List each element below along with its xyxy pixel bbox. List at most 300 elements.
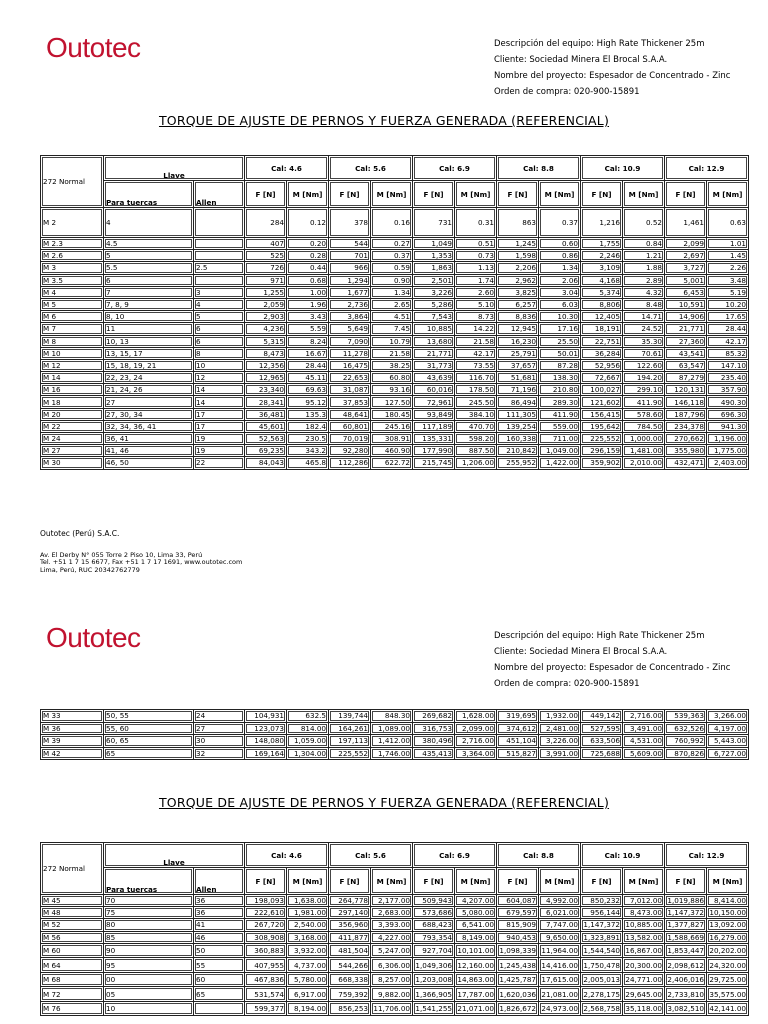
moment-header: M [Nm] — [371, 868, 413, 895]
cal-109-header: Cal: 10.9 — [581, 843, 665, 868]
moment-cell: 3,226.00 — [539, 735, 581, 748]
force-header: F [N] — [329, 868, 371, 895]
bolt-size-cell: M 76 — [41, 1001, 104, 1016]
norm-header: 272 Normal — [41, 156, 104, 208]
wrench-size-cell: 65 — [104, 747, 194, 760]
moment-cell: 5,609.00 — [623, 747, 665, 760]
cal-88-header: Cal: 8.8 — [497, 843, 581, 868]
moment-cell: 3,266.00 — [707, 710, 749, 723]
force-cell: 52,956 — [581, 359, 623, 371]
force-cell: 971 — [245, 274, 287, 286]
cal-69-header: Cal: 6.9 — [413, 156, 497, 181]
force-cell: 16,475 — [329, 359, 371, 371]
moment-cell: 696.30 — [707, 408, 749, 420]
bolt-size-cell: M 8 — [41, 335, 104, 347]
moment-cell: 87.28 — [539, 359, 581, 371]
moment-cell: 10.79 — [371, 335, 413, 347]
force-cell: 112,286 — [329, 457, 371, 469]
moment-cell: 470.70 — [455, 420, 497, 432]
table-row — [41, 747, 749, 760]
moment-cell: 6,541.00 — [455, 919, 497, 931]
moment-cell: 14,863.00 — [455, 972, 497, 987]
table-row — [41, 895, 749, 907]
force-cell: 544,266 — [329, 958, 371, 973]
para-tuercas-header: Para tuercas — [104, 181, 194, 208]
moment-cell: 1,059.00 — [287, 735, 329, 748]
table-row — [41, 943, 749, 958]
moment-cell: 9,882.00 — [371, 987, 413, 1002]
force-cell: 5,649 — [329, 323, 371, 335]
force-cell: 21,771 — [413, 347, 455, 359]
moment-cell: 8.48 — [623, 298, 665, 310]
project-name: Nombre del proyecto: Espesador de Concentrado - Zinc — [494, 663, 731, 673]
moment-cell: 1,000.00 — [623, 433, 665, 445]
force-cell: 856,253 — [329, 1001, 371, 1016]
moment-cell: 13,092.00 — [707, 919, 749, 931]
moment-cell: 2,683.00 — [371, 907, 413, 919]
force-cell: 726 — [245, 262, 287, 274]
force-cell: 1,294 — [329, 274, 371, 286]
bolt-size-cell: M 30 — [41, 457, 104, 469]
force-header: F [N] — [329, 181, 371, 208]
moment-cell: 35.30 — [623, 335, 665, 347]
force-cell: 210,842 — [497, 445, 539, 457]
moment-cell: 5.59 — [287, 323, 329, 335]
force-cell: 22,751 — [581, 335, 623, 347]
allen-size-cell: 19 — [194, 433, 245, 445]
moment-cell: 1.13 — [455, 262, 497, 274]
moment-cell: 11,706.00 — [371, 1001, 413, 1016]
force-cell: 296,159 — [581, 445, 623, 457]
bolt-size-cell: M 16 — [41, 384, 104, 396]
wrench-size-cell: 5.5 — [104, 262, 194, 274]
force-cell: 36,284 — [581, 347, 623, 359]
allen-size-cell: 55 — [194, 958, 245, 973]
moment-cell: 25.50 — [539, 335, 581, 347]
force-cell: 135,331 — [413, 433, 455, 445]
allen-size-cell: 14 — [194, 384, 245, 396]
moment-cell: 95.12 — [287, 396, 329, 408]
force-header: F [N] — [665, 868, 707, 895]
force-cell: 84,043 — [245, 457, 287, 469]
force-cell: 48,641 — [329, 408, 371, 420]
moment-cell: 21.58 — [371, 347, 413, 359]
moment-cell: 3.48 — [707, 274, 749, 286]
force-header: F [N] — [665, 181, 707, 208]
moment-cell: 0.86 — [539, 250, 581, 262]
force-cell: 604,087 — [497, 895, 539, 907]
allen-size-cell: 17 — [194, 420, 245, 432]
force-cell: 22,653 — [329, 372, 371, 384]
force-cell: 679,597 — [497, 907, 539, 919]
bolt-size-cell: M 27 — [41, 445, 104, 457]
moment-cell: 2,716.00 — [623, 710, 665, 723]
moment-cell: 0.63 — [707, 208, 749, 238]
bolt-size-cell: M 48 — [41, 907, 104, 919]
force-cell: 725,688 — [581, 747, 623, 760]
force-cell: 467,836 — [245, 972, 287, 987]
force-cell: 234,378 — [665, 420, 707, 432]
force-header: F [N] — [581, 181, 623, 208]
force-cell: 701 — [329, 250, 371, 262]
force-cell: 531,574 — [245, 987, 287, 1002]
force-cell: 156,415 — [581, 408, 623, 420]
moment-cell: 210.80 — [539, 384, 581, 396]
moment-cell: 8,473.00 — [623, 907, 665, 919]
moment-cell: 42.17 — [707, 335, 749, 347]
wrench-size-cell: 75 — [104, 907, 194, 919]
force-cell: 111,305 — [497, 408, 539, 420]
bolt-size-cell: M 18 — [41, 396, 104, 408]
moment-cell: 5,247.00 — [371, 943, 413, 958]
force-cell: 1,353 — [413, 250, 455, 262]
outotec-logo: Outotec — [46, 32, 141, 63]
moment-cell: 343.2 — [287, 445, 329, 457]
bolt-size-cell: M 60 — [41, 943, 104, 958]
bolt-size-cell: M 52 — [41, 919, 104, 931]
cal-46-header: Cal: 4.6 — [245, 843, 329, 868]
moment-cell: 4,197.00 — [707, 722, 749, 735]
table-row — [41, 420, 749, 432]
para-tuercas-header: Para tuercas — [104, 868, 194, 895]
page-title: TORQUE DE AJUSTE DE PERNOS Y FUERZA GENERADA (REFERENCIAL) — [158, 113, 610, 128]
company-contact: Tel. +51 1 7 15 6677, Fax +51 1 7 17 1691, www.outotec.com — [40, 558, 243, 566]
table-row — [41, 372, 749, 384]
moment-cell: 1.01 — [707, 238, 749, 250]
force-cell: 3,226 — [413, 286, 455, 298]
force-cell: 1,245,438 — [497, 958, 539, 973]
force-cell: 1,677 — [329, 286, 371, 298]
force-cell: 60,016 — [413, 384, 455, 396]
moment-cell: 8.73 — [455, 311, 497, 323]
moment-cell: 887.50 — [455, 445, 497, 457]
wrench-size-cell: 6 — [104, 274, 194, 286]
moment-cell: 21.58 — [455, 335, 497, 347]
moment-cell: 0.37 — [371, 250, 413, 262]
moment-cell: 17,787.00 — [455, 987, 497, 1002]
moment-cell: 5,443.00 — [707, 735, 749, 748]
force-cell: 8,473 — [245, 347, 287, 359]
force-header: F [N] — [413, 181, 455, 208]
bolt-size-cell: M 5 — [41, 298, 104, 310]
table-row — [41, 710, 749, 723]
norm-header: 272 Normal — [41, 843, 104, 895]
force-cell: 1,049,306 — [413, 958, 455, 973]
moment-cell: 24,771.00 — [623, 972, 665, 987]
table-row — [41, 408, 749, 420]
moment-cell: 411.90 — [539, 408, 581, 420]
moment-cell: 0.90 — [371, 274, 413, 286]
moment-header: M [Nm] — [707, 868, 749, 895]
force-cell: 12,945 — [497, 323, 539, 335]
moment-cell: 0.27 — [371, 238, 413, 250]
moment-cell: 1.34 — [371, 286, 413, 298]
force-cell: 1,098,339 — [497, 943, 539, 958]
table-row — [41, 286, 749, 298]
force-cell: 5,315 — [245, 335, 287, 347]
force-cell: 123,073 — [245, 722, 287, 735]
moment-cell: 182.4 — [287, 420, 329, 432]
moment-cell: 16.67 — [287, 347, 329, 359]
force-cell: 10,591 — [665, 298, 707, 310]
force-cell: 43,639 — [413, 372, 455, 384]
allen-size-cell: 5 — [194, 311, 245, 323]
force-cell: 2,962 — [497, 274, 539, 286]
force-cell: 2,406,016 — [665, 972, 707, 987]
force-cell: 1,147,372 — [665, 907, 707, 919]
force-cell: 966 — [329, 262, 371, 274]
wrench-size-cell: 15, 18, 19, 21 — [104, 359, 194, 371]
force-cell: 481,504 — [329, 943, 371, 958]
force-cell: 23,340 — [245, 384, 287, 396]
table-row — [41, 919, 749, 931]
moment-cell: 28.44 — [287, 359, 329, 371]
moment-cell: 8,149.00 — [455, 931, 497, 943]
force-cell: 380,496 — [413, 735, 455, 748]
force-cell: 1,049 — [413, 238, 455, 250]
wrench-size-cell: 11 — [104, 323, 194, 335]
force-cell: 815,909 — [497, 919, 539, 931]
wrench-size-cell: 00 — [104, 972, 194, 987]
force-cell: 1,147,372 — [581, 919, 623, 931]
moment-cell: 0.68 — [287, 274, 329, 286]
table-row — [41, 298, 749, 310]
moment-cell: 0.37 — [539, 208, 581, 238]
force-cell: 45,601 — [245, 420, 287, 432]
force-cell: 515,827 — [497, 747, 539, 760]
force-cell: 2,246 — [581, 250, 623, 262]
force-cell: 1,255 — [245, 286, 287, 298]
moment-cell: 1,206.00 — [455, 457, 497, 469]
moment-cell: 180.45 — [371, 408, 413, 420]
bolt-size-cell: M 4 — [41, 286, 104, 298]
force-cell: 359,902 — [581, 457, 623, 469]
allen-size-cell: 19 — [194, 445, 245, 457]
force-cell: 1,203,008 — [413, 972, 455, 987]
force-cell: 3,727 — [665, 262, 707, 274]
allen-size-cell: 32 — [194, 747, 245, 760]
table-row — [41, 735, 749, 748]
force-header: F [N] — [581, 868, 623, 895]
force-cell: 432,471 — [665, 457, 707, 469]
force-cell: 2,736 — [329, 298, 371, 310]
outotec-logo: Outotec — [46, 622, 141, 653]
wrench-size-cell: 36, 41 — [104, 433, 194, 445]
wrench-size-cell: 70 — [104, 895, 194, 907]
table-row — [41, 250, 749, 262]
moment-cell: 1,628.00 — [455, 710, 497, 723]
moment-cell: 1,981.00 — [287, 907, 329, 919]
force-cell: 86,494 — [497, 396, 539, 408]
moment-cell: 13,582.00 — [623, 931, 665, 943]
force-cell: 1,544,540 — [581, 943, 623, 958]
force-cell: 1,853,447 — [665, 943, 707, 958]
force-cell: 139,254 — [497, 420, 539, 432]
moment-cell: 3,393.00 — [371, 919, 413, 931]
moment-cell: 1,412.00 — [371, 735, 413, 748]
allen-size-cell: 41 — [194, 919, 245, 931]
allen-size-cell — [194, 1001, 245, 1016]
moment-cell: 5.19 — [707, 286, 749, 298]
force-cell: 70,019 — [329, 433, 371, 445]
moment-cell: 2,481.00 — [539, 722, 581, 735]
force-header: F [N] — [497, 181, 539, 208]
moment-cell: 245.16 — [371, 420, 413, 432]
force-cell: 6,453 — [665, 286, 707, 298]
force-cell: 146,118 — [665, 396, 707, 408]
moment-cell: 10,150.00 — [707, 907, 749, 919]
wrench-size-cell: 90 — [104, 943, 194, 958]
moment-cell: 14,416.00 — [539, 958, 581, 973]
moment-cell: 230.5 — [287, 433, 329, 445]
wrench-size-cell: 10 — [104, 1001, 194, 1016]
table-row — [41, 384, 749, 396]
moment-header: M [Nm] — [371, 181, 413, 208]
allen-size-cell: 4 — [194, 298, 245, 310]
moment-cell: 4,227.00 — [371, 931, 413, 943]
force-cell: 197,113 — [329, 735, 371, 748]
moment-cell: 11,964.00 — [539, 943, 581, 958]
bolt-size-cell: M 56 — [41, 931, 104, 943]
wrench-size-cell: 22, 23, 24 — [104, 372, 194, 384]
force-cell: 360,883 — [245, 943, 287, 958]
force-cell: 12,356 — [245, 359, 287, 371]
moment-cell: 0.20 — [287, 238, 329, 250]
bolt-size-cell: M 2.6 — [41, 250, 104, 262]
force-cell: 31,087 — [329, 384, 371, 396]
allen-size-cell: 6 — [194, 323, 245, 335]
force-cell: 11,278 — [329, 347, 371, 359]
moment-cell: 1,638.00 — [287, 895, 329, 907]
force-cell: 3,825 — [497, 286, 539, 298]
moment-header: M [Nm] — [539, 181, 581, 208]
allen-size-cell — [194, 208, 245, 238]
cal-46-header: Cal: 4.6 — [245, 156, 329, 181]
force-cell: 319,695 — [497, 710, 539, 723]
moment-cell: 1,422.00 — [539, 457, 581, 469]
moment-cell: 1.00 — [287, 286, 329, 298]
moment-cell: 1,481.00 — [623, 445, 665, 457]
moment-header: M [Nm] — [287, 868, 329, 895]
force-cell: 7,090 — [329, 335, 371, 347]
cal-56-header: Cal: 5.6 — [329, 843, 413, 868]
moment-cell: 10.30 — [539, 311, 581, 323]
force-cell: 1,216 — [581, 208, 623, 238]
force-cell: 2,501 — [413, 274, 455, 286]
force-cell: 793,354 — [413, 931, 455, 943]
moment-cell: 5.10 — [455, 298, 497, 310]
moment-cell: 45.11 — [287, 372, 329, 384]
wrench-size-cell: 27 — [104, 396, 194, 408]
force-cell: 160,338 — [497, 433, 539, 445]
moment-cell: 2.60 — [455, 286, 497, 298]
bolt-size-cell: M 2.3 — [41, 238, 104, 250]
wrench-size-cell: 60, 65 — [104, 735, 194, 748]
allen-size-cell: 50 — [194, 943, 245, 958]
allen-size-cell: 24 — [194, 710, 245, 723]
table-row — [41, 1001, 749, 1016]
client-name: Cliente: Sociedad Minera El Brocal S.A.A. — [494, 55, 668, 65]
force-cell: 599,377 — [245, 1001, 287, 1016]
force-cell: 177,990 — [413, 445, 455, 457]
force-cell: 1,620,036 — [497, 987, 539, 1002]
moment-cell: 3,932.00 — [287, 943, 329, 958]
moment-cell: 384.10 — [455, 408, 497, 420]
force-cell: 2,278,175 — [581, 987, 623, 1002]
company-ruc: Lima, Perú, RUC 20342762779 — [40, 565, 140, 574]
allen-size-cell: 36 — [194, 895, 245, 907]
force-cell: 25,791 — [497, 347, 539, 359]
purchase-order: Orden de compra: 020-900-15891 — [494, 679, 640, 689]
table-row — [41, 457, 749, 469]
allen-size-cell: 30 — [194, 735, 245, 748]
force-cell: 164,261 — [329, 722, 371, 735]
force-cell: 731 — [413, 208, 455, 238]
moment-cell: 7,747.00 — [539, 919, 581, 931]
moment-cell: 3,168.00 — [287, 931, 329, 943]
force-cell: 12,965 — [245, 372, 287, 384]
moment-cell: 10.20 — [707, 298, 749, 310]
force-cell: 31,773 — [413, 359, 455, 371]
moment-cell: 21,071.00 — [455, 1001, 497, 1016]
moment-cell: 69.63 — [287, 384, 329, 396]
moment-cell: 4.51 — [371, 311, 413, 323]
force-cell: 10,885 — [413, 323, 455, 335]
force-cell: 668,338 — [329, 972, 371, 987]
wrench-size-cell: 10, 13 — [104, 335, 194, 347]
bolt-size-cell: M 7 — [41, 323, 104, 335]
moment-cell: 711.00 — [539, 433, 581, 445]
bolt-size-cell: M 64 — [41, 958, 104, 973]
force-cell: 407 — [245, 238, 287, 250]
moment-cell: 6,727.00 — [707, 747, 749, 760]
table-row — [41, 335, 749, 347]
force-cell: 52,563 — [245, 433, 287, 445]
table-row — [41, 274, 749, 286]
force-cell: 1,541,255 — [413, 1001, 455, 1016]
wrench-size-cell: 4.5 — [104, 238, 194, 250]
force-cell: 100,027 — [581, 384, 623, 396]
moment-cell: 0.59 — [371, 262, 413, 274]
force-cell: 2,568,758 — [581, 1001, 623, 1016]
allen-size-cell: 12 — [194, 372, 245, 384]
force-cell: 71,196 — [497, 384, 539, 396]
force-cell: 1,750,478 — [581, 958, 623, 973]
force-cell: 14,906 — [665, 311, 707, 323]
moment-cell: 24,973.00 — [539, 1001, 581, 1016]
moment-cell: 4.32 — [623, 286, 665, 298]
force-cell: 139,744 — [329, 710, 371, 723]
moment-cell: 127.50 — [371, 396, 413, 408]
moment-cell: 7.45 — [371, 323, 413, 335]
moment-cell: 6,021.00 — [539, 907, 581, 919]
wrench-size-cell: 32, 34, 36, 41 — [104, 420, 194, 432]
force-cell: 3,864 — [329, 311, 371, 323]
force-cell: 316,753 — [413, 722, 455, 735]
moment-cell: 1,746.00 — [371, 747, 413, 760]
wrench-size-cell: 85 — [104, 931, 194, 943]
force-cell: 121,602 — [581, 396, 623, 408]
force-cell: 51,681 — [497, 372, 539, 384]
moment-cell: 4,737.00 — [287, 958, 329, 973]
moment-cell: 1,304.00 — [287, 747, 329, 760]
force-cell: 6,257 — [497, 298, 539, 310]
project-info — [494, 36, 730, 100]
force-cell: 4,168 — [581, 274, 623, 286]
moment-cell: 3,364.00 — [455, 747, 497, 760]
page-title: TORQUE DE AJUSTE DE PERNOS Y FUERZA GENERADA (REFERENCIAL) — [158, 795, 610, 810]
moment-cell: 14.71 — [623, 311, 665, 323]
